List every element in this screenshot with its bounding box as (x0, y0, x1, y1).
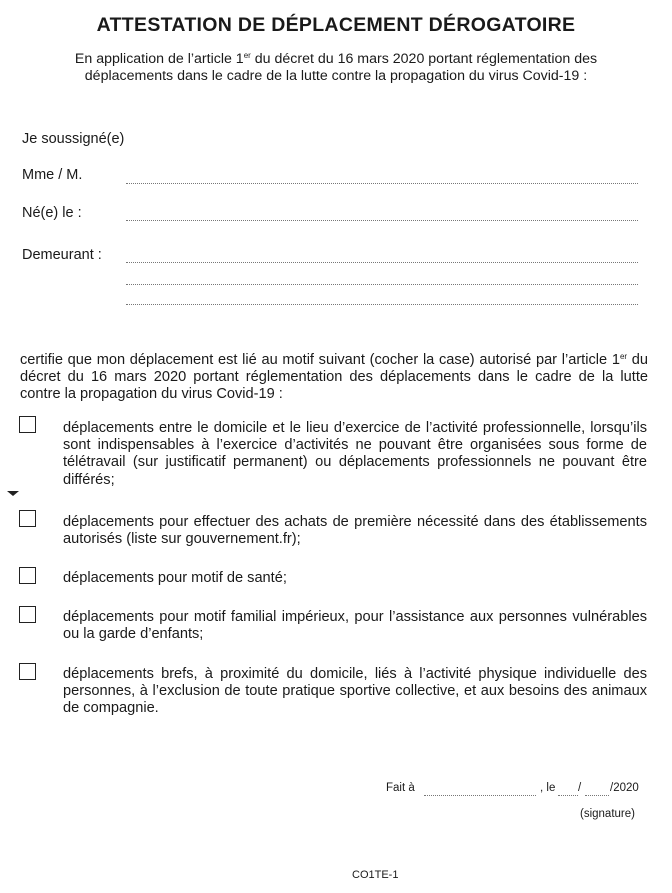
checkbox-health[interactable] (19, 567, 36, 584)
checkbox-shopping[interactable] (19, 510, 36, 527)
address-field-line3[interactable] (126, 304, 638, 305)
birthdate-label: Né(e) le : (22, 205, 82, 221)
name-field[interactable] (126, 183, 638, 184)
certify-part1: certifie que mon déplacement est lié au motif suivant (cocher la case) autorisé par l’article 1 (20, 352, 620, 368)
checkbox-family[interactable] (19, 606, 36, 623)
certify-part2: du décret du 16 mars 2020 portant réglementation des déplacements dans le cadre de la lutte contre la propagation du virus Covid-19 : (20, 352, 648, 403)
place-field[interactable] (424, 795, 536, 796)
option-health: déplacements pour motif de santé; (63, 570, 287, 586)
option-family: déplacements pour motif familial impérieux, pour l’assistance aux personnes vulnérables ou la garde d’enfants; (63, 609, 647, 643)
soussigne-label: Je soussigné(e) (22, 131, 125, 147)
option-shopping: déplacements pour effectuer des achats de première nécessité dans des établissements autorisés (liste sur gouvernement.fr); (63, 514, 647, 548)
name-label: Mme / M. (22, 167, 83, 183)
option-work: déplacements entre le domicile et le lieu d’exercice de l’activité professionnelle, lorsqu’ils sont indispensables à l’exercice d’activités ne pouvant être organisées sous forme de télétravail (sur justificatif permanent) ou déplacements professionnels ne pouvant être différés; (63, 420, 647, 488)
intro-line2: déplacements dans le cadre de la lutte contre la propagation du virus Covid-19 : (84, 68, 588, 84)
fait-a-label: Fait à (386, 782, 415, 794)
day-field[interactable] (558, 795, 578, 796)
month-field[interactable] (585, 795, 609, 796)
date-slash: / (578, 782, 582, 794)
signature-label: (signature) (580, 808, 635, 820)
intro-line1-a: En application de l’article 1 (74, 51, 244, 67)
intro-text (36, 47, 636, 85)
certification-text (20, 348, 648, 404)
le-label: , le (540, 782, 556, 794)
year-label: /2020 (610, 782, 639, 794)
intro-line1-b: du décret du 16 mars 2020 portant réglementation des (250, 51, 598, 67)
option-exercise: déplacements brefs, à proximité du domicile, liés à l’activité physique individuelle des personnes, à l’exclusion de toute pratique sportive collective, et aux besoins des animaux de compagnie. (63, 666, 647, 717)
checkbox-work[interactable] (19, 416, 36, 433)
birthdate-field[interactable] (126, 220, 638, 221)
certify-sup: er (619, 352, 628, 361)
document-reference: CO1TE-1 (352, 869, 399, 881)
scan-mark (7, 491, 19, 496)
document-title: ATTESTATION DE DÉPLACEMENT DÉROGATOIRE (96, 14, 576, 36)
address-label: Demeurant : (22, 247, 102, 263)
address-field-line2[interactable] (126, 284, 638, 285)
checkbox-exercise[interactable] (19, 663, 36, 680)
address-field-line1[interactable] (126, 262, 638, 263)
intro-line1-sup: er (243, 51, 251, 60)
